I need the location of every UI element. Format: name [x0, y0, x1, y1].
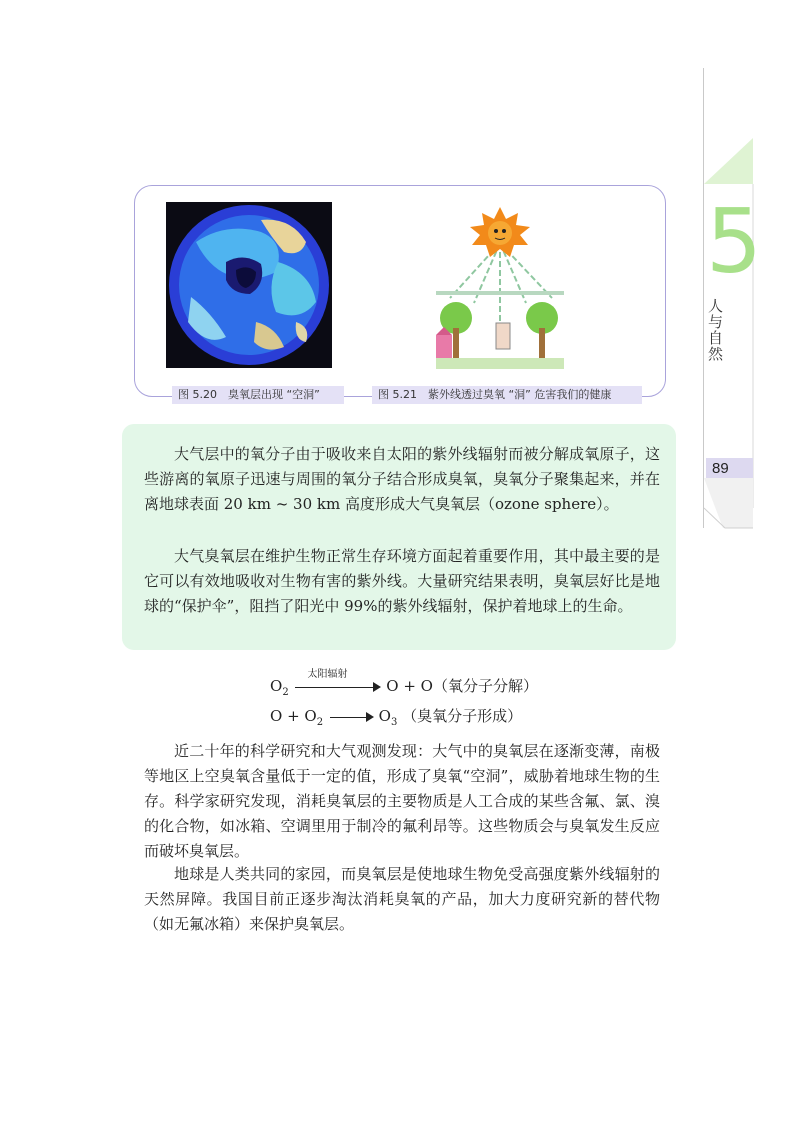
body-paragraph-2: 地球是人类共同的家园，而臭氧层是使地球生物免受高强度紫外线辐射的天然屏障。我国目前正逐步淘汰消耗臭氧的产品，加大力度研究新的替代物（如无氟冰箱）来保护臭氧层。: [144, 865, 660, 933]
sun-uv-cartoon-image: [436, 203, 564, 369]
eq1-left: O: [270, 677, 283, 695]
equation-ozone-formation: [270, 706, 522, 733]
figure-caption-5-20: 图 5.20 臭氧层出现 “空洞”: [172, 386, 344, 404]
box-paragraph-2: 大气臭氧层在维护生物正常生存环境方面起着重要作用，其中最主要的是它可以有效地吸收对生物有害的紫外线。大量研究结果表明，臭氧层好比是地球的“保护伞”，阻挡了阳光中 99%的紫外线辐射，保护着地球上的生命。: [144, 547, 660, 615]
arrow-right-icon: [366, 712, 374, 722]
eq1-right: O + O（氧分子分解）: [386, 677, 538, 695]
equation-oxygen-decomposition: [270, 669, 538, 703]
eq2-arrow: [328, 707, 374, 727]
eq1-arrow-label: 太阳辐射: [307, 669, 348, 680]
chapter-title: 人与自然: [708, 297, 724, 363]
figure-caption-5-21: 图 5.21 紫外线透过臭氧 “洞” 危害我们的健康: [372, 386, 642, 404]
ozone-hole-globe-image: [166, 202, 332, 368]
eq2-left: O + O: [270, 707, 317, 725]
page-number: 89: [712, 460, 729, 477]
body-paragraph-1: 近二十年的科学研究和大气观测发现：大气中的臭氧层在逐渐变薄，南极等地区上空臭氧含量低于一定的值，形成了臭氧“空洞”，威胁着地球生物的生存。科学家研究发现，消耗臭氧层的主要物质是人工合成的某些含氟、氯、溴的化合物，如冰箱、空调里用于制冷的氟利昂等。这些物质会与臭氧发生反应而破坏臭氧层。: [144, 742, 660, 860]
eq2-note: （臭氧分子形成）: [402, 707, 523, 725]
arrow-right-icon: [373, 682, 381, 692]
eq1-arrow: [293, 669, 381, 697]
eq2-right: O: [378, 707, 391, 725]
eq2-right-sub: 3: [390, 717, 398, 728]
chapter-number: 5: [706, 190, 762, 293]
eq2-left-sub: 2: [316, 717, 324, 728]
eq1-left-sub: 2: [282, 687, 289, 698]
box-paragraph-1: 大气层中的氧分子由于吸收来自太阳的紫外线辐射而被分解成氧原子，这些游离的氧原子迅速与周围的氧分子结合形成臭氧，臭氧分子聚集起来，并在离地球表面 20 km ~ 30 km 高度形成大气臭氧层（ozone sphere）。: [144, 445, 660, 513]
